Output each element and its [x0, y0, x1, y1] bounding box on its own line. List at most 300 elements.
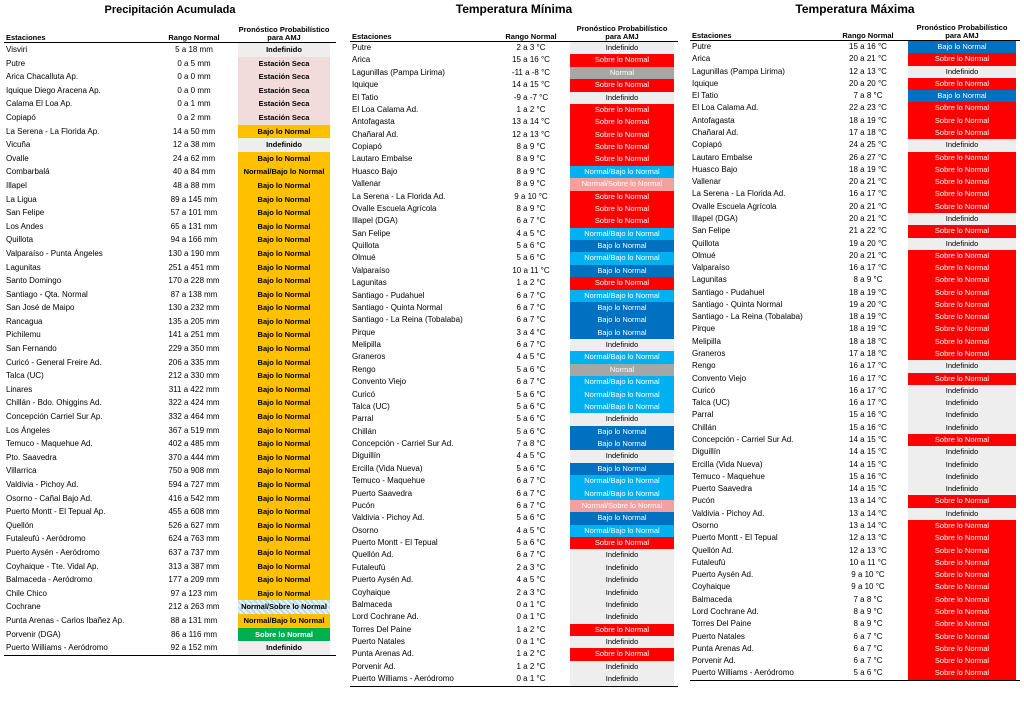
table-row — [350, 54, 678, 66]
forecast-cell: Indefinido — [238, 641, 330, 655]
normal-range: 313 a 387 mm — [168, 561, 220, 571]
spacer-cell — [674, 450, 678, 462]
forecast-cell: Indefinido — [570, 92, 674, 104]
normal-range: 367 a 519 mm — [168, 425, 220, 435]
table-row — [4, 396, 336, 410]
tmax-header-range: Rango Normal — [842, 31, 894, 41]
forecast-cell: Indefinido — [908, 409, 1016, 421]
station-name: Copiapó — [352, 142, 382, 151]
forecast-cell: Indefinido — [570, 450, 674, 462]
table-row — [350, 153, 678, 165]
spacer-cell — [674, 166, 678, 178]
normal-range: 170 a 228 mm — [168, 276, 220, 286]
forecast-cell: Indefinido — [570, 673, 674, 686]
table-row — [690, 287, 1020, 299]
forecast-cell: Sobre lo Normal — [908, 545, 1016, 557]
normal-range: 7 a 8 °C — [853, 91, 883, 101]
station-name: Puerto Montt - El Tepual Ap. — [6, 507, 106, 517]
normal-range: 57 a 101 mm — [170, 208, 218, 218]
spacer-cell — [330, 505, 336, 519]
table-row — [350, 327, 678, 339]
station-name: Santo Domingo — [6, 276, 62, 286]
spacer-cell — [1016, 115, 1020, 127]
forecast-cell: Bajo lo Normal — [238, 492, 330, 506]
normal-range: 0 a 1 °C — [516, 674, 546, 684]
normal-range: 5 a 6 °C — [516, 364, 546, 374]
table-row — [4, 478, 336, 492]
forecast-cell: Normal/Bajo lo Normal — [570, 376, 674, 388]
forecast-cell: Sobre lo Normal — [908, 102, 1016, 114]
spacer-cell — [674, 54, 678, 66]
forecast-cell: Indefinido — [908, 471, 1016, 483]
station-name: Curicó — [352, 389, 376, 399]
station-name: Quillota — [692, 238, 720, 248]
normal-range: 12 a 38 mm — [172, 140, 216, 150]
spacer-cell — [330, 152, 336, 166]
station-name: Puerto Aysén Ad. — [692, 570, 754, 580]
table-row — [690, 127, 1020, 139]
forecast-cell: Bajo lo Normal — [238, 328, 330, 342]
normal-range: 8 a 9 °C — [516, 179, 546, 189]
forecast-cell: Sobre lo Normal — [908, 618, 1016, 630]
station-name: Valdivia - Pichoy Ad. — [692, 508, 765, 518]
forecast-cell: Bajo lo Normal — [570, 302, 674, 314]
normal-range: 10 a 11 °C — [849, 557, 887, 567]
normal-range: 13 a 14 °C — [512, 117, 550, 127]
table-row — [4, 614, 336, 628]
forecast-cell: Sobre lo Normal — [908, 176, 1016, 188]
table-row — [4, 573, 336, 587]
table-row — [690, 250, 1020, 262]
table-row — [350, 228, 678, 240]
table-row — [4, 247, 336, 261]
station-name: Chañaral Ad. — [692, 127, 739, 137]
spacer-cell — [1016, 348, 1020, 360]
forecast-cell: Sobre lo Normal — [908, 250, 1016, 262]
normal-range: 17 a 18 °C — [849, 127, 887, 137]
spacer-cell — [1016, 78, 1020, 90]
station-name: Huasco Bajo — [352, 166, 398, 176]
table-row — [4, 206, 336, 220]
spacer-cell — [674, 512, 678, 524]
normal-range: 18 a 19 °C — [849, 287, 887, 297]
forecast-cell: Bajo lo Normal — [238, 342, 330, 356]
forecast-cell: Bajo lo Normal — [238, 315, 330, 329]
table-row — [690, 483, 1020, 495]
spacer-cell — [674, 611, 678, 623]
forecast-cell: Normal/Bajo lo Normal — [570, 389, 674, 401]
table-row — [350, 376, 678, 388]
spacer-cell — [1016, 90, 1020, 102]
station-name: Copiapó — [6, 112, 36, 122]
normal-range: 1 a 2 °C — [516, 661, 546, 671]
spacer-cell — [330, 328, 336, 342]
table-row — [690, 618, 1020, 630]
table-row — [690, 53, 1020, 65]
table-row — [690, 66, 1020, 78]
forecast-cell: Bajo lo Normal — [238, 288, 330, 302]
forecast-cell: Bajo lo Normal — [908, 90, 1016, 102]
station-name: Lagunillas (Pampa Lirima) — [692, 66, 785, 76]
forecast-cell: Sobre lo Normal — [908, 274, 1016, 286]
station-name: Diguillín — [352, 451, 381, 461]
spacer-cell — [1016, 164, 1020, 176]
spacer-cell — [330, 546, 336, 560]
spacer-cell — [330, 587, 336, 601]
station-name: Punta Arenas Ad. — [352, 649, 414, 659]
forecast-cell: Normal — [570, 364, 674, 376]
spacer-cell — [330, 179, 336, 193]
table-row — [4, 492, 336, 506]
table-row — [4, 57, 336, 71]
forecast-cell: Indefinido — [570, 562, 674, 574]
normal-range: 65 a 131 mm — [170, 221, 218, 231]
station-name: Iquique — [352, 80, 379, 90]
normal-range: 12 a 13 °C — [849, 533, 887, 543]
station-name: Quellón — [6, 520, 34, 530]
table-row — [350, 648, 678, 660]
table-row — [690, 655, 1020, 667]
tmin-header-forecast: Pronóstico Probabilístico para AMJ — [576, 24, 668, 42]
station-name: Chillán - Bdo. Ohiggins Ad. — [6, 398, 102, 408]
forecast-cell: Normal/Bajo lo Normal — [570, 488, 674, 500]
normal-range: 18 a 19 °C — [849, 324, 887, 334]
normal-range: 141 a 251 mm — [168, 330, 220, 340]
forecast-cell: Indefinido — [908, 66, 1016, 78]
tmax-panel — [690, 0, 1020, 681]
station-name: Temuco - Maquehue — [692, 471, 765, 481]
station-name: Chillán — [352, 426, 377, 436]
table-row — [4, 97, 336, 111]
table-row — [350, 574, 678, 586]
station-name: Talca (UC) — [352, 401, 390, 411]
spacer-cell — [1016, 618, 1020, 630]
normal-range: 86 a 116 mm — [170, 629, 218, 639]
station-name: Combarbalá — [6, 167, 50, 177]
spacer-cell — [330, 233, 336, 247]
forecast-cell: Indefinido — [908, 446, 1016, 458]
table-row — [350, 116, 678, 128]
station-name: Lord Cochrane Ad. — [352, 612, 419, 622]
forecast-cell: Sobre lo Normal — [570, 203, 674, 215]
normal-range: 6 a 7 °C — [516, 476, 546, 486]
station-name: Santiago - La Reina (Tobalaba) — [692, 312, 803, 322]
spacer-cell — [330, 383, 336, 397]
table-row — [690, 643, 1020, 655]
spacer-cell — [330, 193, 336, 207]
forecast-cell: Sobre lo Normal — [570, 141, 674, 153]
spacer-cell — [330, 43, 336, 57]
normal-range: 8 a 9 °C — [516, 154, 546, 164]
normal-range: 16 a 17 °C — [849, 398, 887, 408]
forecast-cell: Sobre lo Normal — [908, 520, 1016, 532]
table-row — [690, 139, 1020, 151]
normal-range: 13 a 14 °C — [849, 520, 887, 530]
tmin-header-station: Estaciones — [352, 32, 392, 42]
table-row — [4, 641, 336, 655]
spacer-cell — [330, 451, 336, 465]
station-name: Los Andes — [6, 221, 44, 231]
station-name: Puerto Saavedra — [692, 484, 753, 494]
spacer-cell — [330, 532, 336, 546]
station-name: Calama El Loa Ap. — [6, 99, 73, 109]
forecast-cell: Sobre lo Normal — [908, 434, 1016, 446]
station-name: Arica — [692, 54, 711, 64]
forecast-cell: Sobre lo Normal — [570, 153, 674, 165]
normal-range: 20 a 21 °C — [849, 213, 887, 223]
table-row — [4, 451, 336, 465]
table-row — [350, 178, 678, 190]
table-row — [350, 413, 678, 425]
normal-range: 322 a 424 mm — [168, 398, 220, 408]
spacer-cell — [330, 220, 336, 234]
spacer-cell — [674, 67, 678, 79]
normal-range: 594 a 727 mm — [168, 480, 220, 489]
table-row — [4, 84, 336, 98]
station-name: Quellón Ad. — [692, 545, 734, 555]
normal-range: 15 a 16 °C — [849, 42, 887, 51]
table-row — [350, 438, 678, 450]
spacer-cell — [330, 437, 336, 451]
station-name: Vicuña — [6, 140, 31, 150]
table-row — [350, 129, 678, 141]
forecast-cell: Sobre lo Normal — [908, 557, 1016, 569]
spacer-cell — [674, 191, 678, 203]
station-name: Putre — [352, 43, 372, 52]
normal-range: 6 a 7 °C — [516, 377, 546, 387]
tmin-rows — [350, 42, 678, 687]
station-name: Valdivia - Pichoy Ad. — [6, 480, 79, 489]
table-row — [690, 152, 1020, 164]
table-row — [4, 301, 336, 315]
normal-range: 251 a 451 mm — [168, 262, 220, 272]
forecast-cell: Sobre lo Normal — [908, 532, 1016, 544]
normal-range: 14 a 50 mm — [172, 126, 216, 136]
normal-range: 0 a 1 mm — [177, 99, 211, 109]
normal-range: 12 a 13 °C — [512, 129, 550, 139]
station-name: Ercilla (Vida Nueva) — [692, 459, 763, 469]
table-row — [690, 201, 1020, 213]
normal-range: 2 a 3 °C — [516, 562, 546, 572]
spacer-cell — [330, 356, 336, 370]
spacer-cell — [674, 215, 678, 227]
forecast-cell: Estación Seca — [238, 70, 330, 84]
table-row — [350, 79, 678, 91]
spacer-cell — [330, 261, 336, 275]
station-name: Torres Del Paine — [692, 619, 752, 629]
tmin-header-range: Rango Normal — [505, 32, 557, 42]
forecast-cell: Indefinido — [238, 138, 330, 152]
station-name: San Fernando — [6, 344, 57, 354]
forecast-cell: Sobre lo Normal — [908, 336, 1016, 348]
spacer-cell — [674, 339, 678, 351]
normal-range: 0 a 2 mm — [177, 112, 211, 122]
spacer-cell — [1016, 446, 1020, 458]
forecast-cell: Bajo lo Normal — [570, 265, 674, 277]
forecast-cell: Bajo lo Normal — [238, 220, 330, 234]
spacer-cell — [674, 389, 678, 401]
station-name: Convento Viejo — [692, 373, 747, 383]
table-row — [350, 166, 678, 178]
table-row — [350, 351, 678, 363]
table-row — [4, 328, 336, 342]
table-row — [350, 314, 678, 326]
forecast-cell: Sobre lo Normal — [908, 311, 1016, 323]
table-row — [350, 512, 678, 524]
spacer-cell — [330, 614, 336, 628]
table-row — [4, 519, 336, 533]
table-row — [690, 115, 1020, 127]
station-name: Antofagasta — [352, 117, 395, 127]
station-name: Diguillín — [692, 447, 721, 457]
normal-range: 7 a 8 °C — [516, 439, 546, 448]
forecast-cell: Normal/Bajo lo Normal — [570, 252, 674, 264]
table-row — [350, 302, 678, 314]
spacer-cell — [1016, 508, 1020, 520]
normal-range: 19 a 20 °C — [849, 299, 887, 309]
forecast-cell: Normal — [570, 67, 674, 79]
table-row — [350, 587, 678, 599]
normal-range: 94 a 166 mm — [170, 235, 218, 245]
station-name: Los Ángeles — [6, 425, 51, 435]
station-name: Santiago - La Reina (Tobalaba) — [352, 315, 463, 325]
forecast-cell: Normal/Sobre lo Normal — [570, 178, 674, 190]
forecast-cell: Indefinido — [570, 549, 674, 561]
normal-range: 15 a 16 °C — [849, 471, 887, 481]
spacer-cell — [674, 525, 678, 537]
forecast-cell: Normal/Bajo lo Normal — [238, 614, 330, 628]
station-name: Coyhaique - Tte. Vidal Ap. — [6, 561, 99, 571]
spacer-cell — [1016, 422, 1020, 434]
station-name: Vallenar — [692, 177, 721, 187]
station-name: Valparaíso — [352, 265, 390, 275]
normal-range: 5 a 6 °C — [516, 401, 546, 411]
spacer-cell — [1016, 397, 1020, 409]
normal-range: 5 a 6 °C — [516, 538, 546, 547]
table-row — [690, 90, 1020, 102]
forecast-cell: Sobre lo Normal — [908, 299, 1016, 311]
station-name: Quellón Ad. — [352, 550, 394, 560]
spacer-cell — [674, 673, 678, 686]
forecast-cell: Sobre lo Normal — [908, 127, 1016, 139]
normal-range: 20 a 21 °C — [849, 177, 887, 187]
normal-range: 4 a 5 °C — [516, 575, 546, 585]
table-row — [4, 464, 336, 478]
normal-range: 26 a 27 °C — [849, 152, 887, 162]
table-row — [350, 673, 678, 686]
table-row — [350, 240, 678, 252]
normal-range: 9 a 10 °C — [851, 570, 885, 580]
forecast-cell: Bajo lo Normal — [238, 179, 330, 193]
normal-range: 8 a 9 °C — [516, 142, 546, 151]
spacer-cell — [1016, 545, 1020, 557]
table-row — [350, 92, 678, 104]
forecast-cell: Sobre lo Normal — [908, 164, 1016, 176]
spacer-cell — [330, 247, 336, 261]
spacer-cell — [330, 519, 336, 533]
spacer-cell — [1016, 311, 1020, 323]
spacer-cell — [674, 153, 678, 165]
table-row — [350, 67, 678, 79]
station-name: Concepción Carriel Sur Ap. — [6, 412, 103, 422]
spacer-cell — [1016, 434, 1020, 446]
table-row — [350, 203, 678, 215]
normal-range: 624 a 763 mm — [168, 534, 220, 544]
station-name: Balmaceda — [692, 594, 733, 604]
normal-range: 19 a 20 °C — [849, 238, 887, 248]
normal-range: 5 a 6 °C — [853, 668, 883, 678]
table-row — [690, 238, 1020, 250]
table-row — [690, 213, 1020, 225]
spacer-cell — [330, 641, 336, 655]
forecast-cell: Bajo lo Normal — [570, 240, 674, 252]
normal-range: 22 a 23 °C — [849, 103, 887, 113]
forecast-cell: Sobre lo Normal — [908, 115, 1016, 127]
table-row — [4, 111, 336, 125]
table-row — [350, 104, 678, 116]
normal-range: 130 a 232 mm — [168, 303, 220, 313]
spacer-cell — [674, 562, 678, 574]
station-name: Linares — [6, 384, 33, 394]
forecast-cell: Sobre lo Normal — [570, 191, 674, 203]
spacer-cell — [330, 274, 336, 288]
normal-range: 402 a 485 mm — [168, 439, 220, 449]
station-name: Porvenir Ad. — [352, 661, 396, 671]
station-name: Valparaíso - Punta Ángeles — [6, 248, 103, 258]
normal-range: 88 a 131 mm — [170, 615, 218, 625]
spacer-cell — [1016, 532, 1020, 544]
precipitation-rows — [4, 43, 336, 656]
station-name: Cochrane — [6, 602, 41, 612]
table-row — [4, 288, 336, 302]
forecast-cell: Bajo lo Normal — [238, 532, 330, 546]
forecast-cell: Bajo lo Normal — [238, 546, 330, 560]
normal-range: 12 a 13 °C — [849, 66, 887, 76]
table-row — [690, 336, 1020, 348]
table-row — [4, 233, 336, 247]
normal-range: 5 a 6 °C — [516, 414, 546, 424]
table-row — [350, 450, 678, 462]
spacer-cell — [1016, 409, 1020, 421]
station-name: Lord Cochrane Ad. — [692, 606, 759, 616]
spacer-cell — [330, 342, 336, 356]
station-name: Illapel — [6, 180, 27, 190]
table-row — [4, 152, 336, 166]
spacer-cell — [674, 302, 678, 314]
normal-range: 5 a 6 °C — [516, 426, 546, 436]
forecast-cell: Sobre lo Normal — [570, 537, 674, 549]
normal-range: 1 a 2 °C — [516, 649, 546, 659]
spacer-cell — [1016, 667, 1020, 680]
normal-range: 16 a 17 °C — [849, 361, 887, 371]
table-row — [690, 348, 1020, 360]
station-name: Puerto Montt - El Tepual — [692, 533, 778, 543]
station-name: Balmaceda - Aeródromo — [6, 575, 93, 585]
table-row — [690, 225, 1020, 237]
spacer-cell — [674, 240, 678, 252]
normal-range: 89 a 145 mm — [170, 194, 218, 204]
normal-range: 370 a 444 mm — [168, 452, 220, 462]
table-row — [690, 102, 1020, 114]
station-name: Parral — [352, 414, 374, 424]
spacer-cell — [1016, 495, 1020, 507]
table-row — [350, 339, 678, 351]
spacer-cell — [330, 288, 336, 302]
spacer-cell — [674, 401, 678, 413]
table-row — [690, 409, 1020, 421]
table-row — [4, 220, 336, 234]
forecast-cell: Bajo lo Normal — [238, 247, 330, 261]
